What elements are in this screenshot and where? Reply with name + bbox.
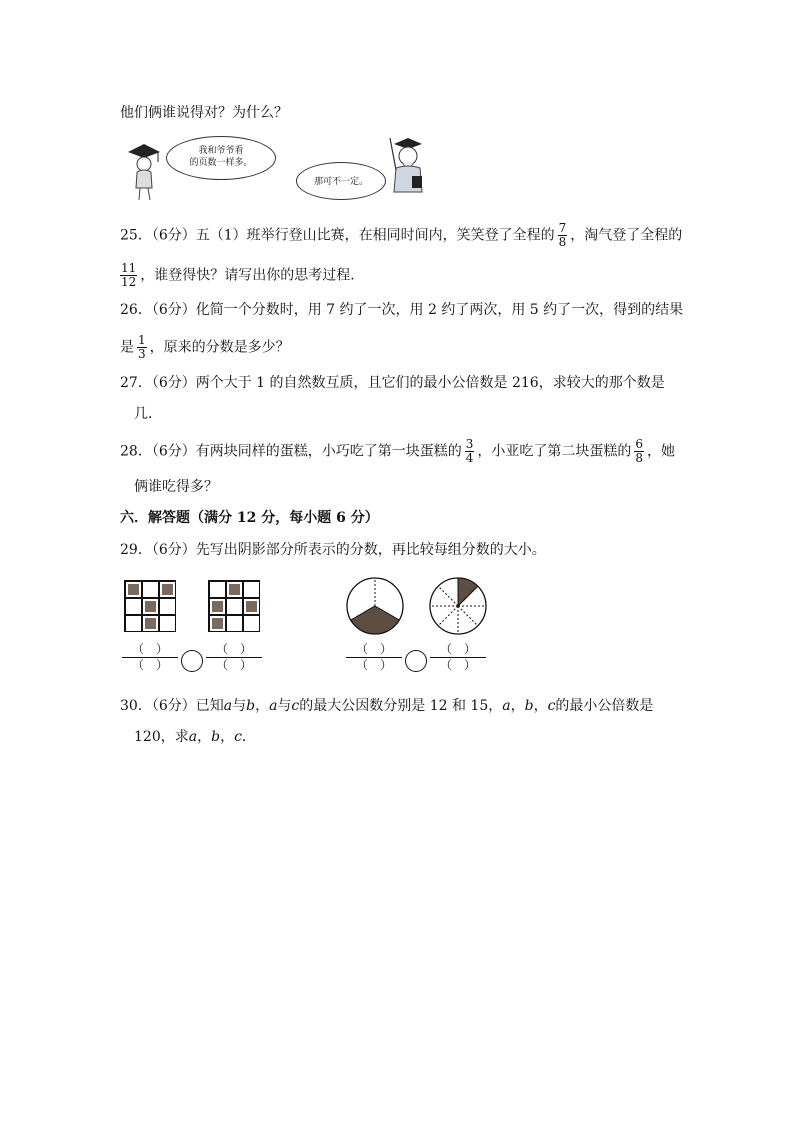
- right-bubble-text: 那可不一定。: [313, 177, 368, 187]
- grid-cell: [142, 581, 159, 598]
- grid-cell: [226, 598, 243, 615]
- var-a-3: a: [502, 698, 511, 714]
- q25-prefix: 25．（6分）五（1）班举行登山比赛，在相同时间内，笑笑登了全程的: [120, 227, 555, 244]
- student-figure: [124, 136, 164, 202]
- blank-2-den[interactable]: （ ）: [206, 657, 262, 673]
- grid-cell-shade: [126, 582, 141, 597]
- grid-cell: [209, 598, 226, 615]
- intro-question: 他们俩谁说得对？为什么？: [120, 105, 288, 121]
- left-speech-bubble: [166, 136, 276, 180]
- q25-fraction-1: [558, 222, 568, 249]
- blank-1-num[interactable]: （ ）: [131, 642, 168, 656]
- grid-cell: [142, 615, 159, 632]
- blank-fraction-1[interactable]: [122, 642, 178, 673]
- section-6-heading: 六．解答题（满分 12 分，每小题 6 分）: [120, 510, 379, 526]
- q30-p2: 的最大公因数分别是 12 和 15，: [299, 698, 503, 714]
- var-b-1: b: [246, 698, 256, 714]
- q30-line1: [120, 696, 653, 716]
- q25-suffix: ，谁登得快？请写出你的思考过程．: [140, 267, 365, 284]
- q25-fraction-2: [120, 262, 137, 289]
- var-c-3: c: [234, 729, 242, 745]
- grid-cell: [226, 615, 243, 632]
- q30-sep1: ，: [255, 698, 270, 714]
- q26-fraction: [137, 334, 147, 361]
- compare-circle-2[interactable]: [405, 650, 427, 672]
- blank-3-den[interactable]: （ ）: [346, 657, 402, 673]
- blank-2-num[interactable]: （ ）: [215, 642, 252, 656]
- compare-circle-1[interactable]: [181, 650, 203, 672]
- grid-2-cells: [208, 580, 260, 632]
- q25-frac1-num: 7: [558, 221, 567, 235]
- var-a-2: a: [269, 698, 278, 714]
- var-a-1: a: [223, 698, 233, 714]
- grid-cell: [243, 615, 260, 632]
- q25-line1: [120, 222, 682, 249]
- grid-cell: [125, 598, 142, 615]
- q28-frac1-den: 4: [465, 451, 474, 465]
- q28-suffix: ，她: [647, 443, 676, 460]
- grid-figure-2: [208, 580, 259, 631]
- grid-cell: [125, 615, 142, 632]
- pie-figure-1: [345, 576, 405, 636]
- grid-cell: [125, 581, 142, 598]
- q28-frac2-den: 8: [635, 451, 644, 465]
- q30-sep4: ，: [197, 729, 212, 745]
- q26-line2: [120, 334, 290, 361]
- grid-1-cells: [124, 580, 176, 632]
- q28-fraction-1: [465, 438, 475, 465]
- var-c-1: c: [291, 698, 300, 714]
- blank-fraction-2[interactable]: [206, 642, 262, 673]
- grid-cell-shade: [210, 599, 225, 614]
- left-bubble-line1: 我和爷爷看: [198, 146, 244, 156]
- q25-frac2-den: 12: [121, 275, 137, 289]
- grandpa-figure: [380, 134, 430, 200]
- blank-4-den[interactable]: （ ）: [430, 657, 486, 673]
- q30-line2: [134, 727, 256, 747]
- blank-1-den[interactable]: （ ）: [122, 657, 178, 673]
- var-c-2: c: [547, 698, 556, 714]
- grid-cell: [243, 598, 260, 615]
- grid-cell: [159, 581, 176, 598]
- q27-line2: 几．: [134, 406, 162, 422]
- q29-text: 29．（6分）先写出阴影部分所表示的分数，再比较每组分数的大小。: [120, 542, 546, 558]
- q28-frac2-num: 6: [635, 437, 644, 451]
- q28-line2: 俩谁吃得多？: [134, 479, 218, 495]
- grid-cell: [159, 615, 176, 632]
- grid-cell-shade: [227, 582, 242, 597]
- grid-figure-1: [124, 580, 175, 631]
- grid-cell: [159, 598, 176, 615]
- var-a-4: a: [188, 729, 198, 745]
- q25-line2: [120, 262, 364, 289]
- grid-cell: [209, 615, 226, 632]
- grid-cell: [226, 581, 243, 598]
- grid-cell: [209, 581, 226, 598]
- q26-line1: 26．（6分）化简一个分数时，用 7 约了一次，用 2 约了两次，用 5 约了一次，得到的结果: [120, 302, 684, 318]
- grid-cell-shade: [143, 616, 158, 631]
- blank-fraction-4[interactable]: [430, 642, 486, 673]
- grid-cell-shade: [160, 582, 175, 597]
- q27-line1: 27．（6分）两个大于 1 的自然数互质，且它们的最小公倍数是 216，求较大的那个数是: [120, 375, 665, 391]
- q28-middle: ，小亚吃了第二块蛋糕的: [477, 443, 632, 460]
- var-b-3: b: [211, 729, 221, 745]
- left-bubble-line2: 的页数一样多。: [189, 158, 253, 168]
- q30-p3: 的最小公倍数是: [555, 698, 654, 714]
- q30-l2a: 120，求: [134, 729, 189, 745]
- q25-frac2-num: 11: [121, 261, 137, 275]
- q25-middle: ，淘气登了全程的: [570, 227, 683, 244]
- grid-cell-shade: [143, 599, 158, 614]
- blank-fraction-3[interactable]: [346, 642, 402, 673]
- q25-frac1-den: 8: [558, 235, 567, 249]
- grid-cell-shade: [210, 616, 225, 631]
- q30-p1: 30．（6分）已知: [120, 698, 224, 714]
- q30-sep3: ，: [533, 698, 548, 714]
- q28-frac1-num: 3: [465, 437, 474, 451]
- q26-frac-den: 3: [138, 347, 146, 361]
- grid-cell: [243, 581, 260, 598]
- grid-cell-shade: [244, 599, 259, 614]
- pie-figure-2: [428, 576, 488, 636]
- q26-frac-num: 1: [138, 333, 146, 347]
- illustration: [120, 134, 440, 204]
- right-speech-bubble: [296, 162, 386, 200]
- blank-3-num[interactable]: （ ）: [355, 642, 392, 656]
- q28-fraction-2: [634, 438, 644, 465]
- q30-yu1: 与: [232, 698, 247, 714]
- q26-prefix: 是: [120, 339, 134, 356]
- blank-4-num[interactable]: （ ）: [439, 642, 476, 656]
- q30-sep5: ，: [220, 729, 235, 745]
- q30-sep2: ，: [510, 698, 525, 714]
- q28-line1: [120, 438, 675, 465]
- grid-cell: [142, 598, 159, 615]
- var-b-2: b: [524, 698, 534, 714]
- q26-suffix: ，原来的分数是多少？: [149, 339, 290, 356]
- q30-end: ．: [241, 729, 256, 745]
- q30-yu2: 与: [277, 698, 292, 714]
- q28-prefix: 28．（6分）有两块同样的蛋糕，小巧吃了第一块蛋糕的: [120, 443, 462, 460]
